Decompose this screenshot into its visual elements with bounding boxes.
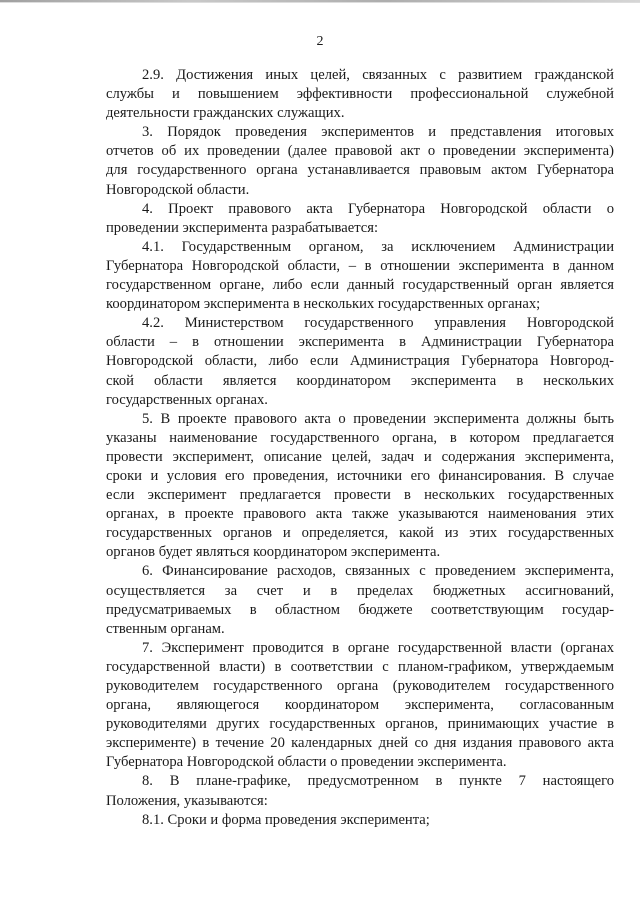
text-line: деятельности гражданских служащих. [106,105,345,122]
paragraph-p6 [106,562,614,638]
text-line: органа, являющегося координатором эксперимента, согласованным [106,697,614,714]
text-line: 3. Порядок проведения экспериментов и представления итоговых [142,124,614,141]
text-line: государственной власти) в соответствии с планом-графиком, утверждаемым [106,658,614,675]
paragraph-p4 [106,200,614,238]
text-line: 4.1. Государственным органом, за исключением Администрации [142,238,614,255]
paragraph-p2-9 [106,66,614,123]
text-line: 6. Финансирование расходов, связанных с проведением эксперимента, [142,563,614,580]
paragraph-p4-2 [106,314,614,409]
text-line: 2.9. Достижения иных целей, связанных с развитием гражданской [142,67,614,83]
text-line: области – в отношении эксперимента в Администрации Губернатора [106,334,614,351]
text-line: 8. В плане-графике, предусмотренном в пункте 7 настоящего [142,773,614,790]
paragraph-p4-1 [106,238,614,314]
text-line: осуществляется за счет и в пределах бюджетных ассигнований, [106,582,614,599]
paragraph-p3 [106,123,614,199]
text-line: 8.1. Сроки и форма проведения эксперимента; [142,811,430,828]
text-line: 4. Проект правового акта Губернатора Новгородской области о [142,200,614,217]
text-line: Новгородской области, либо если Администрация Губернатора Новгород- [106,353,614,370]
text-line: 5. В проекте правового акта о проведении эксперимента должны быть [142,410,614,427]
text-line: государственном органе, либо если данный государственный орган является [106,277,614,294]
paragraph-p8-1 [106,811,614,830]
paragraph-p7 [106,639,614,773]
text-line: отчетов об их проведении (далее правовой акт о проведении эксперимента) [106,143,614,160]
text-line: Положения, указываются: [106,792,268,809]
text-line: 7. Эксперимент проводится в органе государственной власти (органах [142,639,614,656]
text-line: государственных органах. [106,391,268,408]
text-line: проведении эксперимента разрабатывается: [106,219,379,236]
document-body [106,66,614,830]
text-line: эксперименте) в течение 20 календарных дней со дня издания правового акта [106,735,614,752]
text-line: службы и повышением эффективности профессиональной служебной [106,86,614,103]
text-line: для государственного органа устанавливается правовым актом Губернатора [106,162,614,179]
scan-edge-shadow [0,2,640,3]
text-line: Новгородской области. [106,181,250,198]
text-line: органов будет являться координатором эксперимента. [106,544,441,561]
text-line: сроки и условия его проведения, источники его финансирования. В случае [106,467,614,484]
text-line: государственных органов и определяется, какой из этих государственных [106,525,614,542]
text-line: указаны наименование государственного органа, в котором предлагается [106,429,614,446]
text-line: если эксперимент предлагается провести в нескольких государственных [106,487,614,504]
text-line: 4.2. Министерством государственного управления Новгородской [142,315,614,332]
text-line: предусматриваемых в областном бюджете соответствующим государ- [106,601,614,618]
page-number: 2 [316,34,324,49]
paragraph-p8 [106,772,614,810]
text-line: Губернатора Новгородской области, – в отношении эксперимента в данном [106,257,614,274]
text-line: ской области является координатором эксперимента в нескольких [106,372,614,389]
text-line: ственным органам. [106,620,225,637]
text-line: Губернатора Новгородской области о проведении эксперимента. [106,754,507,771]
paragraph-p5 [106,410,614,563]
text-line: руководителем государственного органа (руководителем государственного [106,678,614,694]
text-line: органах, в проекте правового акта также указываются наименования этих [106,506,614,523]
text-line: руководителями других государственных органов, принимающих участие в [106,716,614,733]
text-line: координатором эксперимента в нескольких государственных органах; [106,296,541,313]
text-line: провести эксперимент, описание целей, задач и содержания эксперимента, [106,448,614,465]
